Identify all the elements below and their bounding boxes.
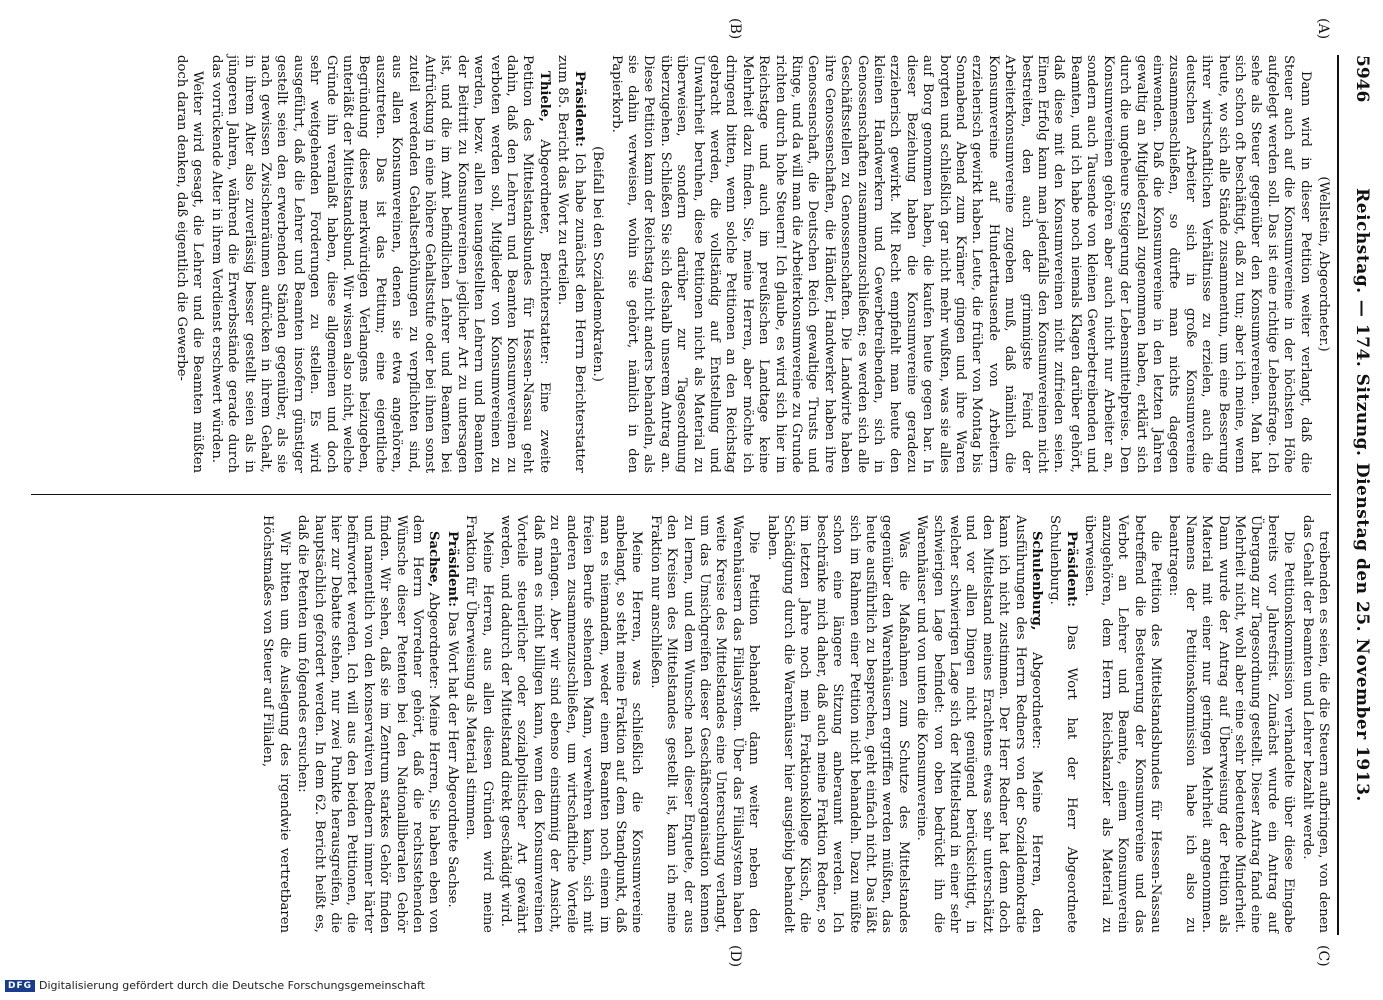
speech-text: Abgeordneter, Berichterstatter: Eine zweite Petition des Mittelstandsbundes für Hessen-Nassau geht dahin, daß den Lehrern und Beamten Konsumvereinen zu verboten werden soll, Mitglieder von Konsumvereinen zu werden, bezw. allen neuangestellten Lehrern und Beamten der Beitritt zu Konsumvereinen jeglicher Art zu untersagen ist, und die im Amt befindlichen Lehrer und Beamten bei Aufrückung in eine höhere Gehaltsstufe oder bei ihnen sonst zuteil werdenden Gehaltserhöhungen zu verpflichten sind, aus allen Konsumvereinen, denen sie etwa angehören, auszutreten. Das ist das Petitum; eine eigentliche Begründung dieses merkwürdigen Verlangens beizugeben, unterläßt der Mittelstandsbund. Wir wissen also nicht, welche Gründe ihn veranlaßt haben, diese allgemeinen und doch sehr weitgehenden Forderungen zu stellen. Es wird ausgeführt, daß die Lehrer und Beamten insofern günstiger gestellt seien den erwerbenden Ständen gegenüber, als sie nach gewissen Zwischenräumen aufrücken in ihrem Gehalt, in ihrem Alter also zuverlässig besser gestellt seien als in jüngeren Jahren, während die Erwerbsstände gerade durch das vorrückende Alter in ihrem Verdienst erschwert würden. — [208, 55, 552, 473]
speaker-paragraph — [1046, 515, 1079, 933]
margin-mark-b: (B) — [727, 18, 743, 40]
page-number: 5946 — [1352, 55, 1372, 103]
body-paragraph: die Petition des Mittelstandsbundes für Hessen-Nassau betreffend die Besteuerung der Konsumvereine und das Verbot an Lehrer und Beamte, einem Konsumverein anzugehören, dem Herrn Reichskanzler als Material zu überweisen. — [1082, 515, 1163, 933]
speaker-name: Präsident: — [571, 71, 587, 148]
body-paragraph: Meine Herren, was schließlich die Konsumvereine anbelangt, so steht meine Fraktion auf dem Standpunkt, daß man es niemandem, weder einem Beamten noch einem im freien Berufe stehenden Mann, verwehren kann, sich mit anderen zusammenzuschließen, um wirtschaftliche Vorteile zu erlangen. Aber wir sind ebenso einstimmig der Ansicht, daß man es nicht billigen kann, wenn den Konsumvereinen Vorteile steuerlicher oder sozialpolitischer Art gewährt werden, und dadurch der Mittelstand direkt geschädigt wird. — [498, 515, 645, 933]
speaker-name: Thiele, — [536, 71, 552, 122]
body-paragraph: Dann wird in dieser Petition weiter verlangt, daß die Steuer auch auf die Konsumvereine in der höchsten Höhe aufgelegt werden soll. Das ist eine richtige Lebensfrage. Ich sehe als Steuer gegenüber den Konsumvereinen. Man hat sich schon oft beschäftigt, daß zu tun; aber ich meine, wenn heute, wo sich alle Stände zusammentun, um eine Besserung ihrer wirtschaftlichen Verhältnisse zu erzielen, auch die deutschen Arbeiter sich in große Konsumvereine zusammenschließen, so dürfte man nichts dagegen einwenden. Daß die Konsumvereine in den letzten Jahren gewaltig an Mitgliederzahl zugenommen haben, erklärt sich durch die ungeheure Steigerung der Lebensmittelpreise. Den Konsumvereinen gehören aber auch nicht nur Arbeiter an, sondern auch Tausende von kleinen Gewerbetreibenden und Beamten, und ich habe noch niemals Klagen darüber gehört, daß diese mit den Konsumvereinen nicht zufrieden seien. Einen Erfolg kann man jedenfalls den Konsumvereinen nicht bestreiten, den auch der grimmigste Feind der Arbeiterkonsumvereine zugeben muß, daß nämlich die Konsumvereine auf Hunderttausende von Arbeitern erzieherisch gewirkt haben. Leute, die früher von Montag bis Sonnabend Abend zum Krämer gingen und ihre Waren borgten und schließlich gar nicht mehr wußten, was sie alles auf Borg genommen haben, die kaufen heute gegen bar. In dieser Beziehung haben die Konsumvereine geradezu erzieherisch gewirkt. Mit Recht empfiehlt man heute den kleinen Handwerkern und Gewerbetreibenden, sich in Genossenschaften zusammenzuschließen; es werden sich alle Geschäftsstellen zu Genossenschaften. Die Landwirte haben ihre Genossenschaften, die Händler, Handwerker haben ihre Genossenschaft, die Deutschen Reich gewaltige Trusts und Ringe, und da will man die Arbeiterkonsumvereine zu Grunde richten durch hohe Steuern! Ich glaube, es wird sich hier im Reichstage und auch im preußischen Landtage keine Mehrheit dazu finden. Sie, meine Herren, aber möchte ich dringend bitten, wenn solche Petitionen an den Reichstag gebracht werden, die vollständig auf Entstellung und Unwahrheit beruhen, diese Petitionen nicht als Material zu überweisen, sondern darüber zur Tagesordnung überzugehen. Schließen Sie sich deshalb unserem Antrag an. Diese Petition kann der Reichstag nicht anders behandeln, als sie dahin verweisen, wohin sie gehört, nämlich in den Papierkorb. — [608, 55, 1313, 473]
speech-text: Ich habe zunächst dem Herrn Berichterstatter zum 85. Bericht das Wort zu erteilen. — [555, 55, 587, 473]
speech-text: Das Wort hat der Herr Abgeordnete Schulenburg. — [1047, 515, 1079, 933]
margin-mark-a: (A) — [1315, 18, 1331, 40]
speaker-name: Sachse, — [426, 531, 442, 588]
credit-text: Digitalisierung gefördert durch die Deutsche Forschungsgemeinschaft — [39, 979, 425, 992]
page-header — [1347, 55, 1375, 935]
margin-mark-c: (C) — [1315, 945, 1331, 967]
stage-direction: (Wellstein, Abgeordneter.) — [1316, 176, 1331, 352]
speaker-name: Präsident: — [1063, 531, 1079, 608]
margin-mark-d: (D) — [727, 945, 743, 968]
column-divider — [31, 494, 1331, 495]
body-paragraph: Was die Maßnahmen zum Schutze des Mittelstandes gegenüber den Warenhäusern ergriffen werden müßten, das heute ausführlich zu besprechen, geht einfach nicht. Das läßt sich im Rahmen einer Petition nicht behandeln. Dazu müßte schon eine längere Sitzung anberaumt werden. Ich beschränke mich daher, daß auch meine Fraktion Redner, so im letzten Jahre noch mein Fraktionskollege Küsch, die Schädigung durch die Warenhäuser hier ausgiebig behandelt haben. — [764, 515, 911, 933]
speaker-paragraph — [294, 515, 442, 933]
running-title: Reichstag. — 174. Sitzung. Dienstag den 25. November 1913. — [1352, 188, 1372, 802]
body-paragraph: Wir bitten um die Auslegung des irgendwie vertretbaren Höchstmaßes von Steuer auf Filialen, — [260, 515, 292, 933]
speaker-name: Schulenburg, — [1029, 531, 1045, 631]
body-paragraph: Die Petition behandelt dann weiter neben den Warenhäusern das Filialsystem. Über das Filialsystem haben weite Kreise des Mittelstandes eine Untersuchung verlangt, um das Umsichgreifen dieser Geschäftsorganisation kennen zu lernen, und dem Wunsche nach dieser Enquete, der aus den Kreisen des Mittelstandes gestellt ist, kann ich meine Fraktion nur anschließen. — [647, 515, 762, 933]
left-text-column — [171, 55, 1331, 473]
body-paragraph: treibenden es seien, die die Steuern aufbringen, von denen das Gehalt der Beamten und Lehrer bezahlt werde. — [1299, 515, 1331, 933]
speech-text: Abgeordneter: Meine Herren, Sie haben eben von dem Herrn Vorredner gehört, daß die rechtsstehenden Wünsche dieser Petenten bei den Nationalliberalen Gehör finden. Wir sehen, daß sie im Zentrum starkes Gehör finden und namentlich von den konservativen Rednern immer härter befürwortet werden. Ich will aus den beiden Petitionen, die hier zur Debatte stehen, nur zwei Punkte herausgreifen, die hauptsächlich gefordert werden. In dem 62. Bericht heißt es, daß die Petenten um folgendes ersuchen: — [295, 515, 442, 933]
speaker-paragraph — [554, 55, 587, 473]
header-rule — [1337, 55, 1339, 935]
body-paragraph: Die Petitionskommission verhandelte über diese Eingabe bereits vor Jahresfrist. Zunächst wurde ein Antrag auf Übergang zur Tagesordnung gestellt. Dieser Antrag fand eine Mehrheit nicht, wohl aber eine sehr bedeutende Minderheit. Dann wurde der Antrag auf Überweisung der Petition als Material mit einer nur geringen Mehrheit angenommen. Namens der Petitionskommission habe ich also zu beantragen: — [1166, 515, 1297, 933]
speaker-name: Präsident: — [444, 531, 460, 608]
body-paragraph: Weiter wird gesagt, die Lehrer und die Beamten müßten doch daran denken, daß eigentlich die Gewerbe- — [173, 55, 206, 473]
dfg-logo: DFG — [5, 980, 35, 992]
right-text-column — [257, 515, 1331, 933]
speaker-paragraph — [913, 515, 1044, 933]
body-paragraph: Meine Herren, aus allen diesen Gründen wird meine Fraktion für Überweisung als Material stimmen. — [463, 515, 495, 933]
speaker-paragraph — [443, 515, 459, 933]
speech-text: Das Wort hat der Herr Abgeordnete Sachse. — [444, 611, 460, 908]
digitization-credit — [5, 979, 425, 992]
speech-text: Abgeordneter: Meine Herren, den Ausführungen des Herrn Redners von der Sozialdemokratie kann ich nicht zustimmen. Der Herr Redner hat denn doch den Mittelstand meines Erachtens etwas sehr unterschätzt und vor allen Dingen nicht genügend berücksichtigt, in welcher schwierigen Lage sich der Mittelstand in einer sehr schwierigen Lage befindet: von oben bedrückt ihn die Warenhäuser und von unten die Konsumvereine. — [914, 515, 1045, 933]
speaker-paragraph — [207, 55, 552, 473]
stage-direction: (Beifall bei den Sozialdemokraten.) — [590, 146, 606, 382]
